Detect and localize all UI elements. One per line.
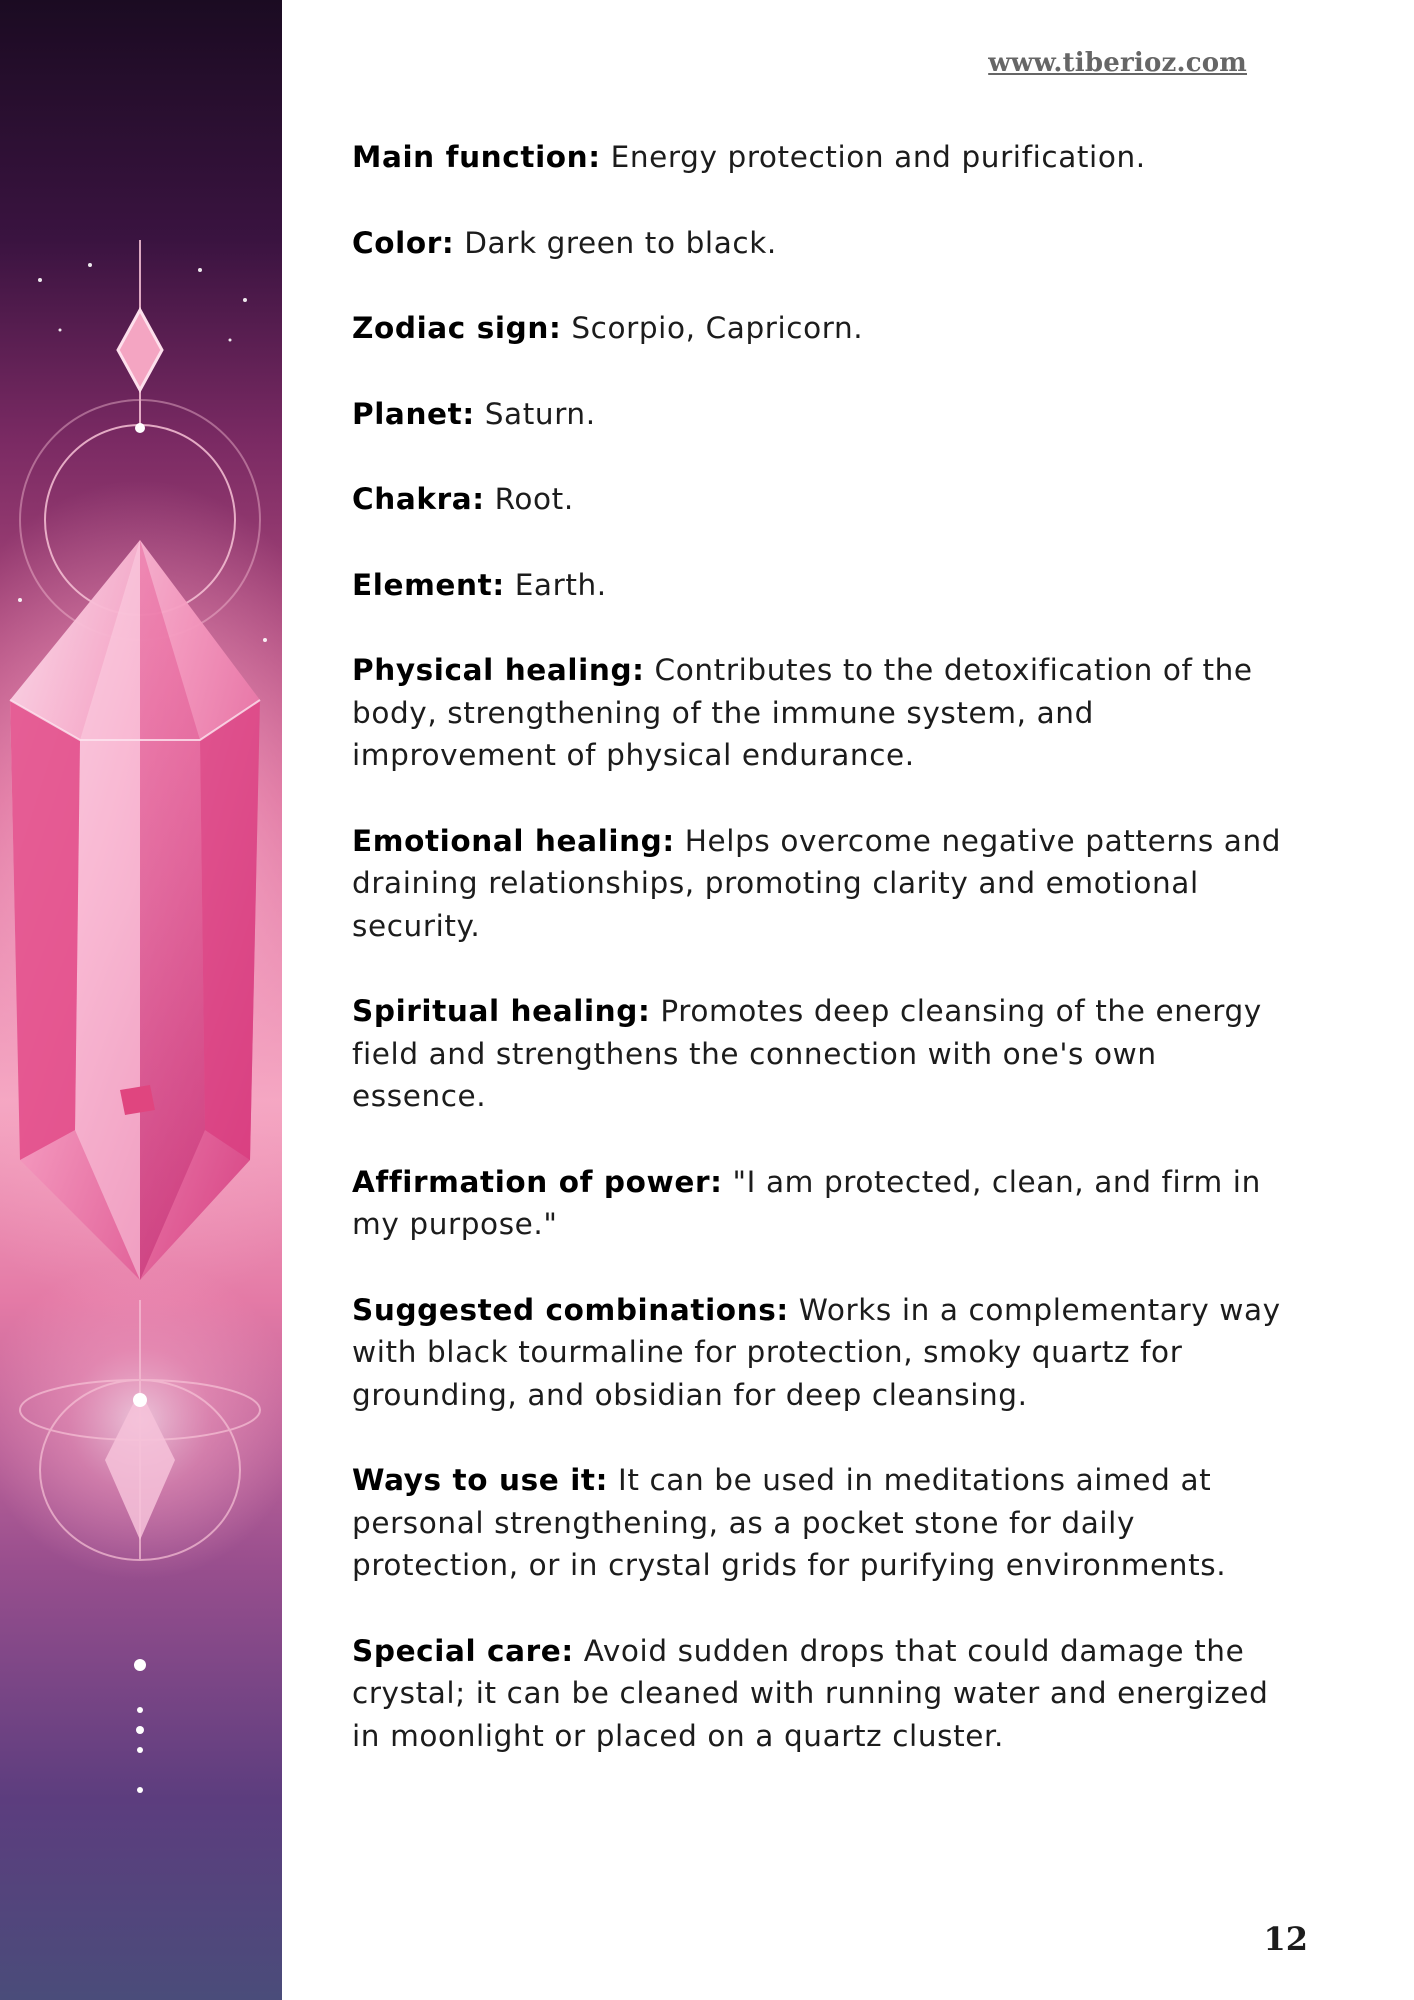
entry-emotional-healing — [352, 820, 1282, 948]
entry-text: It can be used in meditations aimed at personal strengthening, as a pocket stone for daily protection, or in crystal grids for purifying environments. — [352, 1463, 1227, 1582]
crystal-illustration — [0, 0, 282, 2000]
entry-label: Emotional healing: — [352, 823, 675, 858]
entry-text: Root. — [484, 482, 574, 516]
entry-physical-healing — [352, 649, 1282, 777]
page-number: 12 — [1263, 1920, 1308, 1958]
entry-label: Affirmation of power: — [352, 1164, 723, 1199]
entry-label: Zodiac sign: — [352, 311, 562, 345]
entry-label: Physical healing: — [352, 653, 645, 687]
entry-label: Suggested combinations: — [352, 1292, 789, 1327]
entry-suggested-combinations — [352, 1289, 1282, 1417]
entry-text: Earth. — [504, 567, 607, 602]
entry-ways-to-use — [352, 1459, 1282, 1587]
entry-label: Chakra: — [352, 482, 485, 516]
entry-label: Special care: — [352, 1633, 574, 1668]
entry-chakra — [352, 478, 1282, 521]
website-link[interactable]: www.tiberioz.com — [988, 48, 1247, 78]
entry-text: Contributes to the detoxification of the body, strengthening of the immune system, and improvement of physical endurance. — [352, 653, 1253, 772]
entry-text: Saturn. — [474, 396, 596, 431]
entry-affirmation — [352, 1161, 1282, 1246]
entry-zodiac-sign — [352, 307, 1282, 350]
entry-text: Helps overcome negative patterns and draining relationships, promoting clarity and emotional security. — [352, 823, 1282, 943]
entry-label: Ways to use it: — [352, 1463, 609, 1497]
entry-label: Spiritual healing: — [352, 994, 651, 1028]
entry-label: Planet: — [352, 396, 475, 431]
entry-text: Works in a complementary way with black tourmaline for protection, smoky quartz for grounding, and obsidian for deep cleansing. — [352, 1292, 1281, 1412]
entry-text: Scorpio, Capricorn. — [561, 311, 864, 345]
entry-main-function — [352, 136, 1282, 179]
entry-color — [352, 222, 1282, 265]
entry-text: "I am protected, clean, and firm in my purpose." — [352, 1164, 1261, 1241]
entry-text: Avoid sudden drops that could damage the crystal; it can be cleaned with running water and energized in moonlight or placed on a quartz cluster. — [352, 1633, 1269, 1753]
entry-text: Dark green to black. — [454, 225, 777, 260]
entry-special-care — [352, 1630, 1282, 1758]
crystal-properties — [352, 136, 1282, 1800]
entry-label: Main function: — [352, 140, 601, 174]
entry-label: Color: — [352, 225, 455, 260]
entry-spiritual-healing — [352, 990, 1282, 1118]
entry-label: Element: — [352, 567, 505, 602]
entry-planet — [352, 393, 1282, 436]
entry-element — [352, 564, 1282, 607]
entry-text: Energy protection and purification. — [600, 140, 1146, 174]
entry-text: Promotes deep cleansing of the energy field and strengthens the connection with one's own essence. — [352, 994, 1262, 1113]
